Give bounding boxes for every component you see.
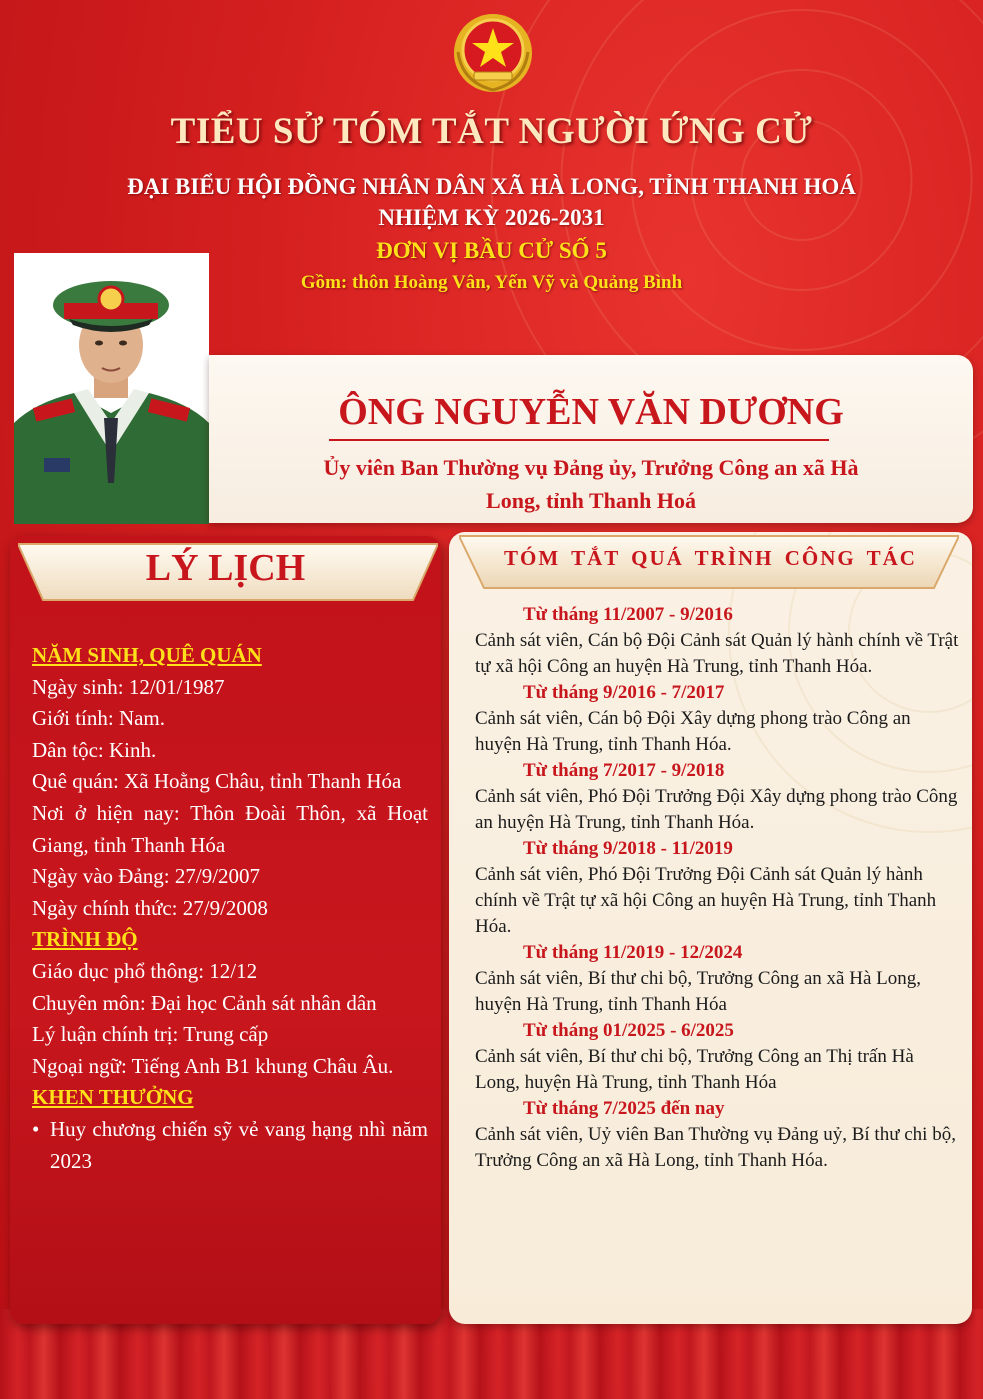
- electoral-unit-includes: Gồm: thôn Hoàng Vân, Yến Vỹ và Quảng Bình: [300, 272, 683, 293]
- candidate-name-panel: [209, 355, 973, 523]
- career-description: Cảnh sát viên, Phó Đội Trưởng Đội Xây dựng phong trào Công an huyện Hà Trung, tỉnh Thanh Hóa.: [475, 786, 958, 833]
- education-section-heading: TRÌNH ĐỘ: [32, 927, 138, 952]
- bullet-icon: •: [32, 1116, 40, 1141]
- biography-panel: [10, 536, 441, 1324]
- party-official-date: Ngày chính thức: 27/9/2008: [32, 895, 268, 920]
- party-join-date: Ngày vào Đảng: 27/9/2007: [32, 864, 261, 889]
- career-entry: [475, 940, 961, 1018]
- hometown: Quê quán: Xã Hoằng Châu, tỉnh Thanh Hóa: [32, 769, 402, 794]
- award-list-item: [32, 1114, 428, 1177]
- candidate-name: ÔNG NGUYỄN VĂN DƯƠNG: [338, 391, 844, 433]
- biography-heading: LÝ LỊCH: [145, 547, 306, 589]
- political-theory: Lý luận chính trị: Trung cấp: [32, 1022, 269, 1047]
- career-period: Từ tháng 11/2007 - 9/2016: [523, 604, 733, 625]
- candidate-position: [249, 451, 933, 517]
- date-of-birth: Ngày sinh: 12/01/1987: [32, 674, 225, 699]
- career-period: Từ tháng 9/2018 - 11/2019: [523, 838, 733, 859]
- career-period: Từ tháng 01/2025 - 6/2025: [523, 1020, 734, 1041]
- career-period: Từ tháng 11/2019 - 12/2024: [523, 942, 743, 963]
- candidate-position-line: Long, tỉnh Thanh Hoá: [486, 488, 696, 513]
- ethnicity: Dân tộc: Kinh.: [32, 737, 157, 762]
- national-emblem-icon: [452, 12, 534, 94]
- career-description: Cảnh sát viên, Bí thư chi bộ, Trưởng Công an xã Hà Long, huyện Hà Trung, tỉnh Thanh Hóa: [475, 968, 921, 1015]
- term-subtitle: NHIỆM KỲ 2026-2031: [378, 205, 605, 230]
- career-entry: [475, 680, 961, 758]
- career-description: Cảnh sát viên, Phó Đội Trưởng Đội Cảnh sát Quản lý hành chính về Trật tự xã hội Công an huyện Hà Trung, tỉnh Thanh Hóa.: [475, 864, 937, 937]
- awards-section-heading: KHEN THƯỞNG: [32, 1085, 194, 1110]
- career-heading: TÓM TẮT QUÁ TRÌNH CÔNG TÁC: [504, 546, 917, 570]
- career-description: Cảnh sát viên, Uỷ viên Ban Thường vụ Đảng uỷ, Bí thư chi bộ, Trưởng Công an xã Hà Long, tỉnh Thanh Hóa.: [475, 1124, 956, 1171]
- general-education: Giáo dục phổ thông: 12/12: [32, 958, 258, 983]
- specialization: Chuyên môn: Đại học Cảnh sát nhân dân: [32, 990, 377, 1015]
- foreign-language: Ngoại ngữ: Tiếng Anh B1 khung Châu Âu.: [32, 1053, 394, 1078]
- career-panel: [449, 532, 972, 1324]
- career-entry: [475, 836, 961, 940]
- candidate-portrait: [14, 253, 209, 524]
- name-underline-divider: [329, 439, 829, 441]
- career-period: Từ tháng 7/2025 đến nay: [523, 1098, 725, 1119]
- career-timeline: [475, 602, 961, 1174]
- career-period: Từ tháng 9/2016 - 7/2017: [523, 682, 725, 703]
- career-description: Cảnh sát viên, Bí thư chi bộ, Trưởng Công an Thị trấn Hà Long, huyện Hà Trung, tỉnh Thanh Hóa: [475, 1046, 914, 1093]
- career-description: Cảnh sát viên, Cán bộ Đội Xây dựng phong trào Công an huyện Hà Trung, tỉnh Thanh Hóa.: [475, 708, 911, 755]
- candidate-position-line: Ủy viên Ban Thường vụ Đảng ủy, Trưởng Công an xã Hà: [323, 455, 859, 480]
- current-residence: Nơi ở hiện nay: Thôn Đoài Thôn, xã Hoạt Giang, tỉnh Thanh Hóa: [32, 800, 428, 857]
- biography-content: [32, 640, 428, 1177]
- council-subtitle: ĐẠI BIỂU HỘI ĐỒNG NHÂN DÂN XÃ HÀ LONG, TỈNH THANH HOÁ: [127, 174, 856, 199]
- gender: Giới tính: Nam.: [32, 706, 166, 731]
- award-text: Huy chương chiến sỹ vẻ vang hạng nhì năm 2023: [50, 1116, 428, 1173]
- birth-section-heading: NĂM SINH, QUÊ QUÁN: [32, 643, 262, 667]
- career-entry: [475, 1096, 961, 1174]
- career-entry: [475, 602, 961, 680]
- electoral-unit: ĐƠN VỊ BẦU CỬ SỐ 5: [376, 238, 607, 263]
- career-description: Cảnh sát viên, Cán bộ Đội Cảnh sát Quản lý hành chính về Trật tự xã hội Công an huyện Hà Trung, tỉnh Thanh Hóa.: [475, 630, 959, 677]
- career-entry: [475, 758, 961, 836]
- document-title: TIỂU SỬ TÓM TẮT NGƯỜI ỨNG CỬ: [170, 111, 813, 152]
- career-entry: [475, 1018, 961, 1096]
- career-period: Từ tháng 7/2017 - 9/2018: [523, 760, 725, 781]
